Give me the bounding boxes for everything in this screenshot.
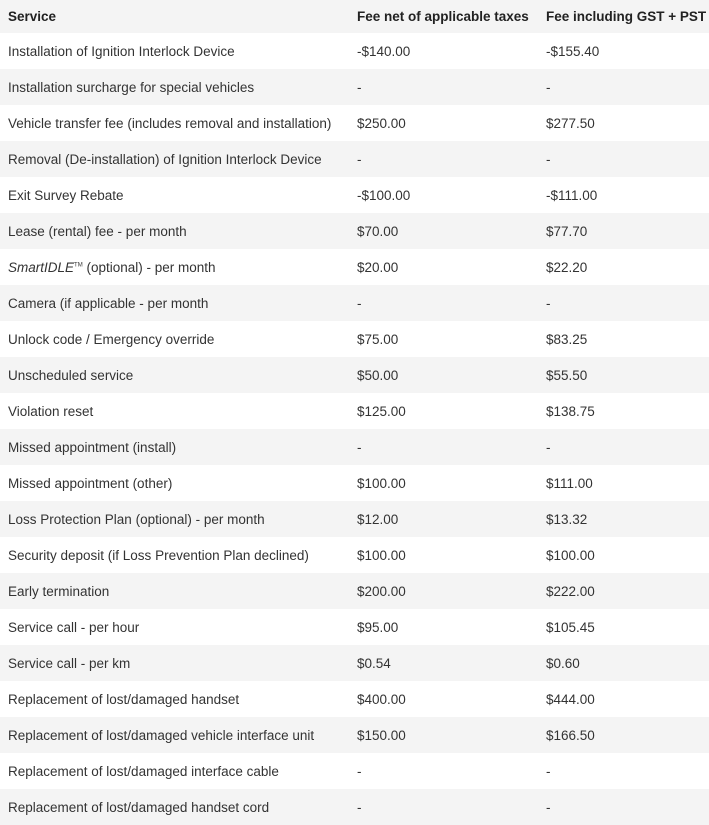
fee-net-cell: $100.00 — [349, 465, 538, 501]
service-label: Replacement of lost/damaged handset — [8, 691, 240, 707]
fee-gross-cell: $138.75 — [538, 393, 709, 429]
fee-net-cell: $125.00 — [349, 393, 538, 429]
table-row — [0, 141, 709, 177]
fee-net-cell: $0.54 — [349, 645, 538, 681]
fee-net-cell: $50.00 — [349, 357, 538, 393]
table-row — [0, 465, 709, 501]
fee-gross-cell: -$111.00 — [538, 177, 709, 213]
service-label: Security deposit (if Loss Prevention Plan declined) — [8, 547, 309, 563]
service-label: Installation surcharge for special vehicles — [8, 79, 255, 95]
fee-gross-cell: - — [538, 141, 709, 177]
service-label: Installation of Ignition Interlock Device — [8, 43, 235, 59]
fee-gross-cell: $77.70 — [538, 213, 709, 249]
table-row — [0, 609, 709, 645]
service-label: Loss Protection Plan (optional) - per month — [8, 511, 265, 527]
fee-net-cell: $150.00 — [349, 717, 538, 753]
service-cell — [0, 321, 349, 357]
service-cell — [0, 789, 349, 825]
fee-gross-cell: - — [538, 753, 709, 789]
table-row — [0, 393, 709, 429]
header-fee-net: Fee net of applicable taxes — [349, 0, 538, 33]
fee-net-cell: - — [349, 429, 538, 465]
fee-gross-cell: -$155.40 — [538, 33, 709, 69]
service-label: Violation reset — [8, 403, 94, 419]
service-label: Missed appointment (other) — [8, 475, 173, 491]
service-label: Camera (if applicable - per month — [8, 295, 209, 311]
service-cell — [0, 609, 349, 645]
service-label: Unscheduled service — [8, 367, 134, 383]
table-row — [0, 357, 709, 393]
fee-gross-cell: $105.45 — [538, 609, 709, 645]
fee-net-cell: $12.00 — [349, 501, 538, 537]
service-cell — [0, 465, 349, 501]
fee-net-cell: -$100.00 — [349, 177, 538, 213]
fee-gross-cell: $13.32 — [538, 501, 709, 537]
fee-gross-cell: - — [538, 789, 709, 825]
table-row — [0, 105, 709, 141]
table-row — [0, 501, 709, 537]
service-label: Unlock code / Emergency override — [8, 331, 215, 347]
fee-net-cell: $400.00 — [349, 681, 538, 717]
service-cell — [0, 249, 349, 285]
service-cell — [0, 393, 349, 429]
table-row — [0, 573, 709, 609]
service-label: Service call - per km — [8, 655, 131, 671]
fee-net-cell: - — [349, 753, 538, 789]
table-row — [0, 645, 709, 681]
table-body — [0, 33, 709, 825]
service-label: (optional) - per month — [82, 259, 216, 275]
header-row — [0, 0, 709, 33]
service-cell — [0, 285, 349, 321]
fee-net-cell: $20.00 — [349, 249, 538, 285]
service-cell — [0, 573, 349, 609]
service-label: Lease (rental) fee - per month — [8, 223, 187, 239]
service-label: Removal (De-installation) of Ignition Interlock Device — [8, 151, 322, 167]
service-cell — [0, 717, 349, 753]
fee-gross-cell: - — [538, 69, 709, 105]
trademark-mark: TM — [74, 262, 83, 268]
fee-gross-cell: - — [538, 285, 709, 321]
service-cell — [0, 141, 349, 177]
fee-gross-cell: $100.00 — [538, 537, 709, 573]
fee-net-cell: - — [349, 141, 538, 177]
fee-gross-cell: $166.50 — [538, 717, 709, 753]
service-cell — [0, 645, 349, 681]
fee-net-cell: $75.00 — [349, 321, 538, 357]
table-row — [0, 69, 709, 105]
service-cell — [0, 357, 349, 393]
table-row — [0, 285, 709, 321]
fee-net-cell: $200.00 — [349, 573, 538, 609]
fee-gross-cell: $111.00 — [538, 465, 709, 501]
fee-net-cell: $250.00 — [349, 105, 538, 141]
service-cell — [0, 753, 349, 789]
fee-net-cell: $70.00 — [349, 213, 538, 249]
header-fee-gross: Fee including GST + PST — [538, 0, 709, 33]
fee-net-cell: - — [349, 69, 538, 105]
service-cell — [0, 177, 349, 213]
table-row — [0, 177, 709, 213]
fee-gross-cell: $0.60 — [538, 645, 709, 681]
service-cell — [0, 69, 349, 105]
service-label: Replacement of lost/damaged interface cable — [8, 763, 279, 779]
service-cell — [0, 681, 349, 717]
fee-gross-cell: $277.50 — [538, 105, 709, 141]
table-row — [0, 33, 709, 69]
table-row — [0, 429, 709, 465]
service-label: Replacement of lost/damaged handset cord — [8, 799, 270, 815]
table-row — [0, 213, 709, 249]
service-cell — [0, 213, 349, 249]
service-label: Early termination — [8, 583, 110, 599]
service-cell — [0, 501, 349, 537]
fee-gross-cell: $83.25 — [538, 321, 709, 357]
fee-net-cell: $95.00 — [349, 609, 538, 645]
fee-gross-cell: $22.20 — [538, 249, 709, 285]
fee-net-cell: $100.00 — [349, 537, 538, 573]
fee-gross-cell: $55.50 — [538, 357, 709, 393]
service-label: Vehicle transfer fee (includes removal and installation) — [8, 115, 332, 131]
fee-net-cell: -$140.00 — [349, 33, 538, 69]
service-brand: SmartIDLE — [8, 259, 75, 275]
table-row — [0, 753, 709, 789]
table-row — [0, 681, 709, 717]
table-header — [0, 0, 709, 33]
fee-gross-cell: $444.00 — [538, 681, 709, 717]
service-label: Missed appointment (install) — [8, 439, 177, 455]
table-row — [0, 537, 709, 573]
fee-net-cell: - — [349, 285, 538, 321]
table-row — [0, 717, 709, 753]
table-row — [0, 321, 709, 357]
service-cell — [0, 429, 349, 465]
service-cell — [0, 105, 349, 141]
service-label: Exit Survey Rebate — [8, 187, 124, 203]
service-cell — [0, 537, 349, 573]
fee-gross-cell: - — [538, 429, 709, 465]
fee-gross-cell: $222.00 — [538, 573, 709, 609]
fee-net-cell: - — [349, 789, 538, 825]
table-row — [0, 789, 709, 825]
service-cell — [0, 33, 349, 69]
service-label: Replacement of lost/damaged vehicle interface unit — [8, 727, 315, 743]
header-service: Service — [0, 0, 349, 33]
service-label: Service call - per hour — [8, 619, 140, 635]
table-row — [0, 249, 709, 285]
